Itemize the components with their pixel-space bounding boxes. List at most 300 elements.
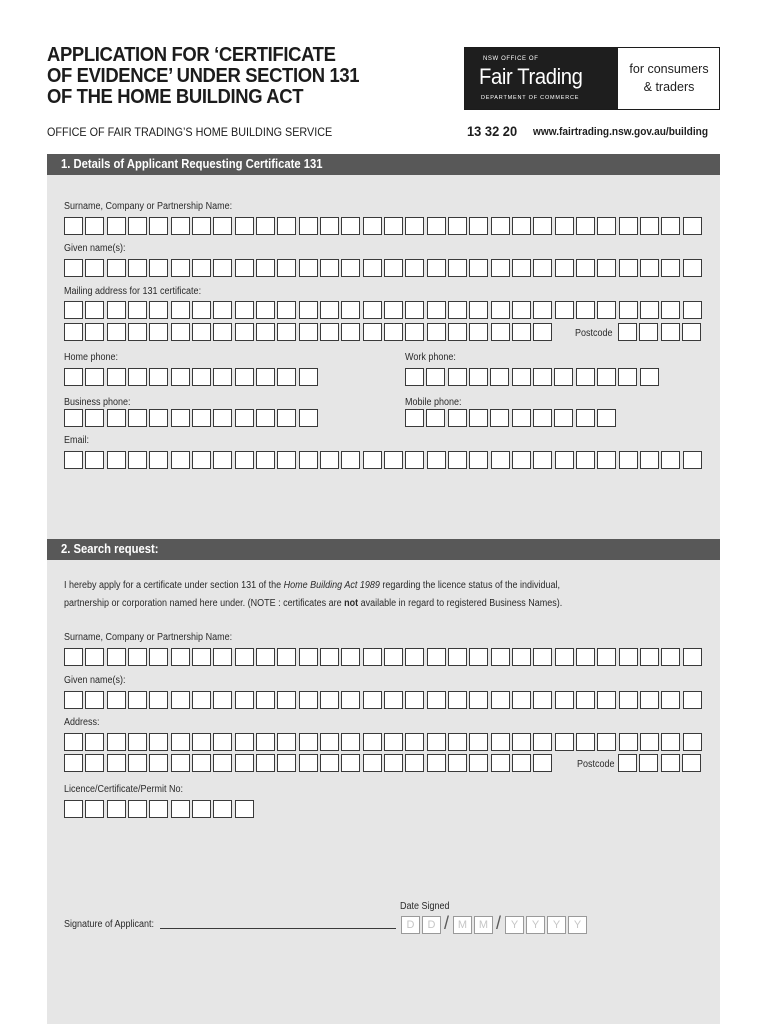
character-box[interactable]: [405, 217, 424, 235]
postcode-boxes[interactable]: [618, 323, 702, 341]
character-box[interactable]: [213, 733, 232, 751]
character-box[interactable]: [256, 368, 275, 386]
character-box[interactable]: [405, 754, 424, 772]
character-box[interactable]: [427, 217, 446, 235]
character-box[interactable]: [405, 301, 424, 319]
character-box[interactable]: [448, 323, 467, 341]
character-box[interactable]: [85, 754, 104, 772]
character-box[interactable]: [107, 301, 126, 319]
character-box[interactable]: [363, 754, 382, 772]
character-box[interactable]: [192, 409, 211, 427]
character-box[interactable]: [427, 648, 446, 666]
character-box[interactable]: [597, 217, 616, 235]
character-box[interactable]: [235, 409, 254, 427]
character-box[interactable]: [171, 217, 190, 235]
character-box[interactable]: [277, 733, 296, 751]
character-box[interactable]: [85, 323, 104, 341]
character-box[interactable]: [235, 368, 254, 386]
character-box[interactable]: [149, 691, 168, 709]
character-box[interactable]: [491, 691, 510, 709]
character-box[interactable]: [128, 754, 147, 772]
character-box[interactable]: [320, 733, 339, 751]
character-box[interactable]: [491, 451, 510, 469]
character-box[interactable]: [341, 648, 360, 666]
website-link[interactable]: www.fairtrading.nsw.gov.au/building: [533, 126, 709, 138]
character-box[interactable]: [64, 259, 83, 277]
character-box[interactable]: [576, 301, 595, 319]
character-box[interactable]: [213, 301, 232, 319]
character-box[interactable]: [320, 451, 339, 469]
character-box[interactable]: [661, 733, 680, 751]
search-address-boxes-line-2[interactable]: [64, 754, 547, 772]
character-box[interactable]: [213, 368, 232, 386]
character-box[interactable]: [533, 217, 552, 235]
character-box[interactable]: [277, 691, 296, 709]
character-box[interactable]: [683, 691, 702, 709]
character-box[interactable]: [277, 301, 296, 319]
character-box[interactable]: [256, 217, 275, 235]
character-box[interactable]: [363, 323, 382, 341]
character-box[interactable]: [171, 301, 190, 319]
character-box[interactable]: [171, 451, 190, 469]
character-box[interactable]: [555, 451, 574, 469]
character-box[interactable]: [618, 323, 637, 341]
character-box[interactable]: [426, 409, 445, 427]
character-box[interactable]: [235, 259, 254, 277]
character-box[interactable]: [235, 323, 254, 341]
character-box[interactable]: [277, 259, 296, 277]
character-box[interactable]: [277, 648, 296, 666]
character-box[interactable]: [107, 368, 126, 386]
character-box[interactable]: [469, 323, 488, 341]
character-box[interactable]: [469, 368, 488, 386]
character-box[interactable]: [448, 259, 467, 277]
character-box[interactable]: [107, 648, 126, 666]
character-box[interactable]: [533, 409, 552, 427]
character-box[interactable]: [469, 217, 488, 235]
character-box[interactable]: [597, 409, 616, 427]
character-box[interactable]: [639, 323, 658, 341]
character-box[interactable]: [107, 800, 126, 818]
character-box[interactable]: [235, 800, 254, 818]
character-box[interactable]: [64, 451, 83, 469]
character-box[interactable]: [256, 409, 275, 427]
character-box[interactable]: [149, 754, 168, 772]
character-box[interactable]: [619, 691, 638, 709]
character-box[interactable]: [512, 733, 531, 751]
character-box[interactable]: [320, 648, 339, 666]
character-box[interactable]: [320, 217, 339, 235]
character-box[interactable]: [683, 259, 702, 277]
character-box[interactable]: [299, 451, 318, 469]
character-box[interactable]: [533, 691, 552, 709]
character-box[interactable]: [533, 733, 552, 751]
character-box[interactable]: [682, 754, 701, 772]
character-box[interactable]: [405, 451, 424, 469]
character-box[interactable]: [107, 409, 126, 427]
character-box[interactable]: [597, 648, 616, 666]
character-box[interactable]: [171, 691, 190, 709]
character-box[interactable]: [64, 409, 83, 427]
character-box[interactable]: [469, 733, 488, 751]
home-phone-boxes[interactable]: [64, 368, 316, 386]
character-box[interactable]: [128, 691, 147, 709]
character-box[interactable]: [576, 451, 595, 469]
character-box[interactable]: [85, 368, 104, 386]
character-box[interactable]: [618, 754, 637, 772]
character-box[interactable]: [320, 323, 339, 341]
character-box[interactable]: [320, 259, 339, 277]
character-box[interactable]: [341, 323, 360, 341]
character-box[interactable]: [85, 409, 104, 427]
character-box[interactable]: [619, 259, 638, 277]
character-box[interactable]: [491, 733, 510, 751]
character-box[interactable]: [341, 217, 360, 235]
character-box[interactable]: [341, 301, 360, 319]
character-box[interactable]: [597, 451, 616, 469]
character-box[interactable]: [448, 648, 467, 666]
character-box[interactable]: [597, 301, 616, 319]
character-box[interactable]: [533, 301, 552, 319]
character-box[interactable]: [213, 648, 232, 666]
character-box[interactable]: [341, 691, 360, 709]
character-box[interactable]: [512, 409, 531, 427]
character-box[interactable]: [661, 301, 680, 319]
character-box[interactable]: [256, 301, 275, 319]
character-box[interactable]: [341, 451, 360, 469]
character-box[interactable]: [384, 323, 403, 341]
character-box[interactable]: [149, 368, 168, 386]
business-phone-boxes[interactable]: [64, 409, 316, 427]
character-box[interactable]: [299, 733, 318, 751]
character-box[interactable]: [576, 368, 595, 386]
character-box[interactable]: [235, 648, 254, 666]
character-box[interactable]: [683, 733, 702, 751]
character-box[interactable]: [128, 217, 147, 235]
character-box[interactable]: [213, 691, 232, 709]
character-box[interactable]: [640, 451, 659, 469]
character-box[interactable]: [107, 323, 126, 341]
character-box[interactable]: [128, 259, 147, 277]
character-box[interactable]: [277, 368, 296, 386]
character-box[interactable]: [533, 754, 552, 772]
character-box[interactable]: [213, 409, 232, 427]
character-box[interactable]: [64, 754, 83, 772]
character-box[interactable]: [619, 451, 638, 469]
character-box[interactable]: [427, 323, 446, 341]
character-box[interactable]: [85, 301, 104, 319]
character-box[interactable]: [427, 301, 446, 319]
character-box[interactable]: [256, 691, 275, 709]
date-box-d2[interactable]: D: [422, 916, 441, 934]
mailing-address-boxes-line-1[interactable]: [64, 301, 694, 319]
character-box[interactable]: [299, 409, 318, 427]
character-box[interactable]: [171, 368, 190, 386]
character-box[interactable]: [512, 368, 531, 386]
character-box[interactable]: [235, 217, 254, 235]
character-box[interactable]: [554, 368, 573, 386]
character-box[interactable]: [299, 648, 318, 666]
character-box[interactable]: [192, 800, 211, 818]
character-box[interactable]: [448, 301, 467, 319]
given-name-boxes[interactable]: [64, 259, 694, 277]
character-box[interactable]: [256, 754, 275, 772]
character-box[interactable]: [640, 648, 659, 666]
character-box[interactable]: [149, 451, 168, 469]
character-box[interactable]: [491, 323, 510, 341]
character-box[interactable]: [192, 451, 211, 469]
character-box[interactable]: [661, 259, 680, 277]
character-box[interactable]: [213, 451, 232, 469]
character-box[interactable]: [640, 733, 659, 751]
character-box[interactable]: [426, 368, 445, 386]
character-box[interactable]: [533, 323, 552, 341]
character-box[interactable]: [192, 301, 211, 319]
character-box[interactable]: [682, 323, 701, 341]
surname-boxes[interactable]: [64, 217, 694, 235]
email-boxes[interactable]: [64, 451, 694, 469]
character-box[interactable]: [512, 754, 531, 772]
character-box[interactable]: [64, 691, 83, 709]
character-box[interactable]: [661, 754, 680, 772]
character-box[interactable]: [256, 648, 275, 666]
character-box[interactable]: [469, 754, 488, 772]
character-box[interactable]: [128, 368, 147, 386]
date-box-m2[interactable]: M: [474, 916, 493, 934]
character-box[interactable]: [512, 691, 531, 709]
character-box[interactable]: [427, 733, 446, 751]
character-box[interactable]: [512, 259, 531, 277]
character-box[interactable]: [85, 800, 104, 818]
signature-line[interactable]: [160, 928, 396, 929]
character-box[interactable]: [576, 691, 595, 709]
character-box[interactable]: [405, 259, 424, 277]
character-box[interactable]: [555, 301, 574, 319]
character-box[interactable]: [64, 301, 83, 319]
search-postcode-boxes[interactable]: [618, 754, 702, 772]
character-box[interactable]: [533, 259, 552, 277]
work-phone-boxes[interactable]: [405, 368, 657, 386]
character-box[interactable]: [85, 733, 104, 751]
character-box[interactable]: [448, 733, 467, 751]
character-box[interactable]: [405, 409, 424, 427]
character-box[interactable]: [469, 648, 488, 666]
character-box[interactable]: [192, 754, 211, 772]
character-box[interactable]: [192, 217, 211, 235]
character-box[interactable]: [107, 217, 126, 235]
character-box[interactable]: [661, 451, 680, 469]
character-box[interactable]: [85, 691, 104, 709]
character-box[interactable]: [661, 217, 680, 235]
character-box[interactable]: [640, 259, 659, 277]
character-box[interactable]: [85, 648, 104, 666]
character-box[interactable]: [363, 217, 382, 235]
character-box[interactable]: [555, 648, 574, 666]
character-box[interactable]: [235, 691, 254, 709]
character-box[interactable]: [149, 259, 168, 277]
character-box[interactable]: [149, 409, 168, 427]
character-box[interactable]: [683, 648, 702, 666]
character-box[interactable]: [341, 733, 360, 751]
character-box[interactable]: [363, 691, 382, 709]
character-box[interactable]: [256, 323, 275, 341]
character-box[interactable]: [235, 301, 254, 319]
character-box[interactable]: [64, 368, 83, 386]
character-box[interactable]: [384, 301, 403, 319]
character-box[interactable]: [639, 754, 658, 772]
character-box[interactable]: [171, 733, 190, 751]
character-box[interactable]: [149, 800, 168, 818]
character-box[interactable]: [555, 217, 574, 235]
character-box[interactable]: [576, 217, 595, 235]
character-box[interactable]: [448, 368, 467, 386]
character-box[interactable]: [192, 368, 211, 386]
character-box[interactable]: [128, 800, 147, 818]
character-box[interactable]: [320, 754, 339, 772]
character-box[interactable]: [363, 301, 382, 319]
character-box[interactable]: [277, 409, 296, 427]
character-box[interactable]: [320, 691, 339, 709]
character-box[interactable]: [640, 217, 659, 235]
character-box[interactable]: [107, 259, 126, 277]
character-box[interactable]: [661, 648, 680, 666]
character-box[interactable]: [213, 259, 232, 277]
character-box[interactable]: [512, 301, 531, 319]
character-box[interactable]: [277, 451, 296, 469]
character-box[interactable]: [128, 323, 147, 341]
character-box[interactable]: [64, 800, 83, 818]
character-box[interactable]: [597, 691, 616, 709]
character-box[interactable]: [64, 733, 83, 751]
character-box[interactable]: [427, 754, 446, 772]
date-box-y3[interactable]: Y: [547, 916, 566, 934]
character-box[interactable]: [683, 451, 702, 469]
character-box[interactable]: [512, 323, 531, 341]
character-box[interactable]: [640, 691, 659, 709]
character-box[interactable]: [554, 409, 573, 427]
character-box[interactable]: [107, 691, 126, 709]
character-box[interactable]: [213, 754, 232, 772]
character-box[interactable]: [448, 754, 467, 772]
character-box[interactable]: [171, 754, 190, 772]
character-box[interactable]: [299, 323, 318, 341]
character-box[interactable]: [235, 451, 254, 469]
character-box[interactable]: [619, 301, 638, 319]
search-given-name-boxes[interactable]: [64, 691, 694, 709]
character-box[interactable]: [405, 648, 424, 666]
character-box[interactable]: [533, 451, 552, 469]
character-box[interactable]: [661, 323, 680, 341]
character-box[interactable]: [512, 648, 531, 666]
character-box[interactable]: [683, 217, 702, 235]
character-box[interactable]: [448, 217, 467, 235]
character-box[interactable]: [555, 259, 574, 277]
character-box[interactable]: [491, 217, 510, 235]
character-box[interactable]: [64, 217, 83, 235]
character-box[interactable]: [555, 733, 574, 751]
character-box[interactable]: [490, 368, 509, 386]
character-box[interactable]: [192, 733, 211, 751]
character-box[interactable]: [384, 754, 403, 772]
character-box[interactable]: [277, 754, 296, 772]
character-box[interactable]: [384, 217, 403, 235]
character-box[interactable]: [256, 259, 275, 277]
character-box[interactable]: [256, 451, 275, 469]
character-box[interactable]: [448, 451, 467, 469]
character-box[interactable]: [363, 259, 382, 277]
character-box[interactable]: [85, 259, 104, 277]
character-box[interactable]: [512, 217, 531, 235]
date-box-y1[interactable]: Y: [505, 916, 524, 934]
character-box[interactable]: [171, 800, 190, 818]
character-box[interactable]: [640, 368, 659, 386]
character-box[interactable]: [149, 733, 168, 751]
character-box[interactable]: [277, 323, 296, 341]
character-box[interactable]: [576, 259, 595, 277]
character-box[interactable]: [384, 691, 403, 709]
date-box-y2[interactable]: Y: [526, 916, 545, 934]
character-box[interactable]: [171, 259, 190, 277]
character-box[interactable]: [683, 301, 702, 319]
character-box[interactable]: [597, 368, 616, 386]
character-box[interactable]: [128, 451, 147, 469]
character-box[interactable]: [128, 301, 147, 319]
character-box[interactable]: [491, 259, 510, 277]
character-box[interactable]: [576, 409, 595, 427]
character-box[interactable]: [490, 409, 509, 427]
character-box[interactable]: [149, 323, 168, 341]
character-box[interactable]: [128, 409, 147, 427]
character-box[interactable]: [320, 301, 339, 319]
character-box[interactable]: [149, 648, 168, 666]
character-box[interactable]: [533, 368, 552, 386]
character-box[interactable]: [128, 733, 147, 751]
character-box[interactable]: [192, 691, 211, 709]
character-box[interactable]: [171, 648, 190, 666]
character-box[interactable]: [405, 323, 424, 341]
character-box[interactable]: [256, 733, 275, 751]
character-box[interactable]: [640, 301, 659, 319]
character-box[interactable]: [107, 451, 126, 469]
character-box[interactable]: [235, 733, 254, 751]
search-surname-boxes[interactable]: [64, 648, 694, 666]
character-box[interactable]: [469, 451, 488, 469]
character-box[interactable]: [107, 754, 126, 772]
character-box[interactable]: [427, 259, 446, 277]
character-box[interactable]: [576, 733, 595, 751]
character-box[interactable]: [576, 648, 595, 666]
character-box[interactable]: [299, 754, 318, 772]
character-box[interactable]: [341, 754, 360, 772]
character-box[interactable]: [64, 323, 83, 341]
character-box[interactable]: [299, 301, 318, 319]
character-box[interactable]: [299, 217, 318, 235]
character-box[interactable]: [597, 733, 616, 751]
character-box[interactable]: [85, 217, 104, 235]
character-box[interactable]: [235, 754, 254, 772]
character-box[interactable]: [363, 451, 382, 469]
character-box[interactable]: [384, 648, 403, 666]
character-box[interactable]: [64, 648, 83, 666]
character-box[interactable]: [192, 648, 211, 666]
character-box[interactable]: [618, 368, 637, 386]
date-box-d1[interactable]: D: [401, 916, 420, 934]
character-box[interactable]: [149, 301, 168, 319]
character-box[interactable]: [427, 691, 446, 709]
character-box[interactable]: [277, 217, 296, 235]
character-box[interactable]: [619, 733, 638, 751]
character-box[interactable]: [597, 259, 616, 277]
